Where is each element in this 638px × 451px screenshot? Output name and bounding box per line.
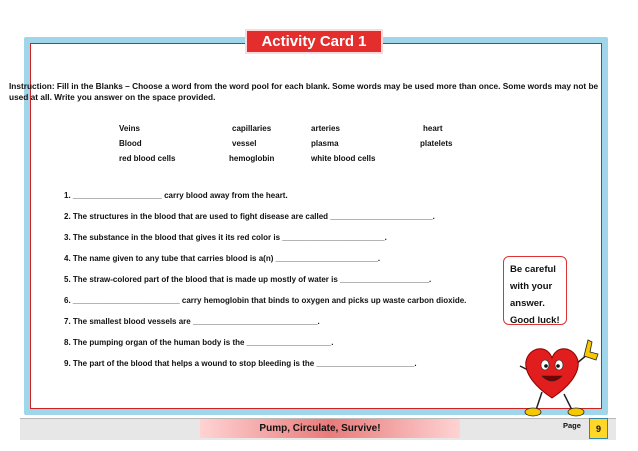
page-label: Page xyxy=(563,421,581,430)
question-8: 8. The pumping organ of the human body is the ___________________. xyxy=(64,338,334,347)
callout-line-3: answer. xyxy=(510,298,545,309)
word-platelets: platelets xyxy=(420,139,453,148)
question-9: 9. The part of the blood that helps a wound to stop bleeding is the ______________________. xyxy=(64,359,417,368)
word-red-blood-cells: red blood cells xyxy=(119,154,176,163)
footer-title: Pump, Circulate, Survive! xyxy=(259,423,381,434)
word-veins: Veins xyxy=(119,124,140,133)
word-vessel: vessel xyxy=(232,139,257,148)
question-7: 7. The smallest blood vessels are ____________________________. xyxy=(64,317,320,326)
question-2: 2. The structures in the blood that are used to fight disease are called _______________________. xyxy=(64,212,435,221)
question-5: 5. The straw-colored part of the blood that is made up mostly of water is ____________________. xyxy=(64,275,432,284)
callout-line-4: Good luck! xyxy=(510,315,560,326)
word-hemoglobin: hemoglobin xyxy=(229,154,275,163)
question-6: 6. ________________________ carry hemoglobin that binds to oxygen and picks up waste carbon dioxide. xyxy=(64,296,467,305)
question-3: 3. The substance in the blood that gives it its red color is _______________________. xyxy=(64,233,387,242)
heart-mascot-icon xyxy=(518,334,604,420)
callout-line-2: with your xyxy=(510,281,553,292)
word-arteries: arteries xyxy=(311,124,340,133)
activity-title: Activity Card 1 xyxy=(245,29,383,54)
page-number: 9 xyxy=(589,418,608,439)
question-4: 4. The name given to any tube that carries blood is a(n) _______________________. xyxy=(64,254,381,263)
good-luck-callout xyxy=(503,256,567,325)
word-blood: Blood xyxy=(119,139,142,148)
word-heart: heart xyxy=(423,124,443,133)
instruction-text: Instruction: Fill in the Blanks – Choose a word from the word pool for each blank. Some words may be used more than once. Some words may not be used at all. Write you answer on the space provided. xyxy=(9,81,599,102)
question-1: 1. ____________________ carry blood away from the heart. xyxy=(64,191,288,200)
callout-line-1: Be careful xyxy=(510,264,556,275)
word-white-blood-cells: white blood cells xyxy=(311,154,376,163)
word-capillaries: capillaries xyxy=(232,124,272,133)
word-plasma: plasma xyxy=(311,139,339,148)
